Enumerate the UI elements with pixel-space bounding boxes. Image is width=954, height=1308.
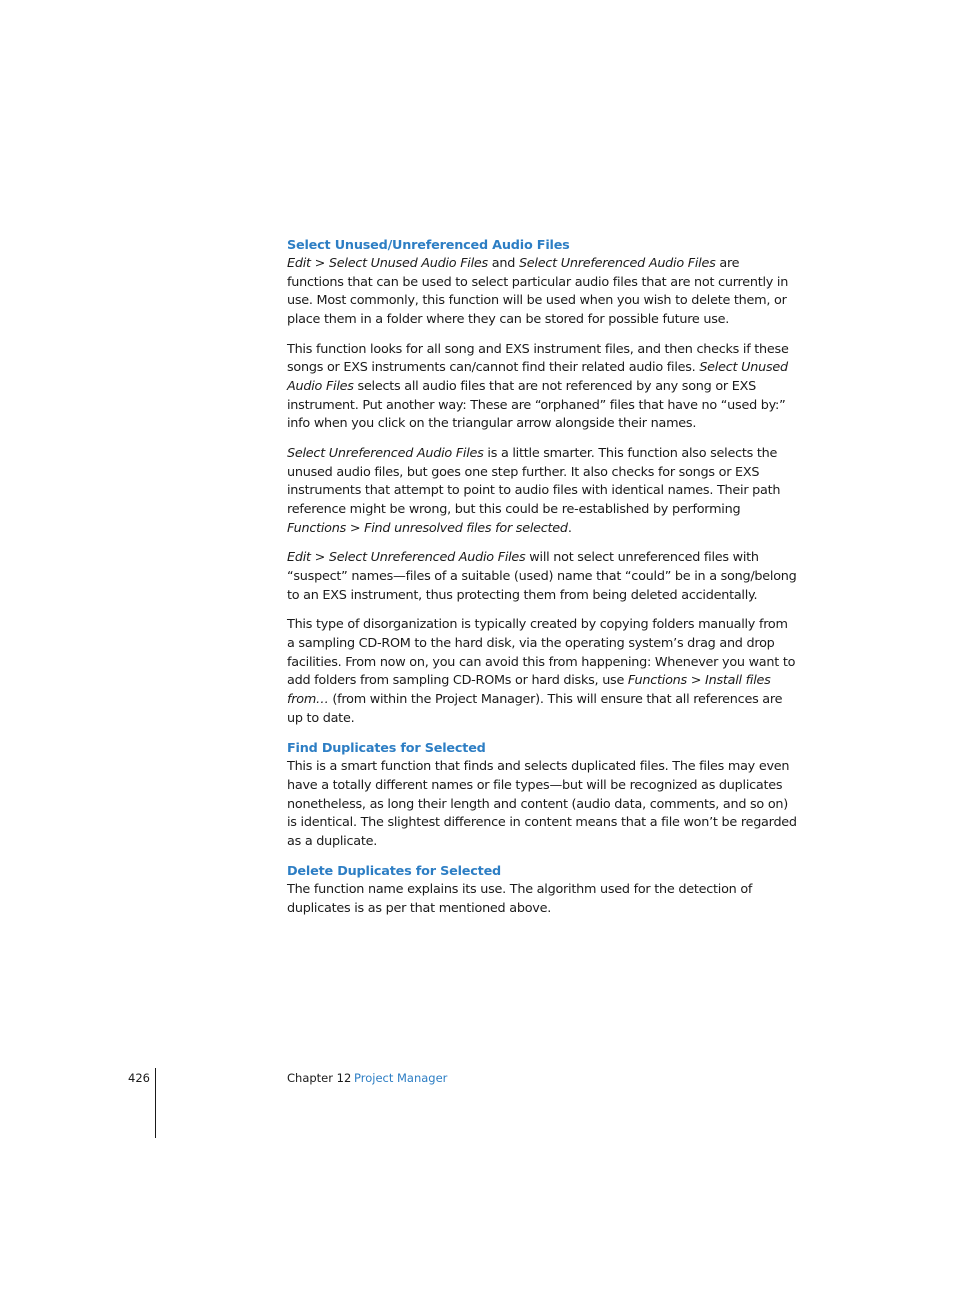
paragraph — [287, 341, 799, 435]
menu-command-text: Functions > Find unresolved files for selected — [287, 520, 568, 536]
page-footer — [0, 1070, 954, 1090]
menu-command-text: Edit > Select Unused Audio Files — [287, 256, 488, 271]
paragraph — [287, 255, 799, 330]
paragraph — [287, 549, 799, 605]
body-text: (from within the Project Manager). This will ensure that all references are up to date. — [287, 691, 783, 726]
page-content — [287, 236, 799, 930]
page-number: 426 — [128, 1071, 150, 1085]
section-heading: Delete Duplicates for Selected — [287, 864, 502, 880]
footer-divider — [155, 1068, 156, 1138]
body-text: selects all audio files that are not referenced by any song or EXS instrument. Put another way: These are “orphaned” files that have no “used by:” info when you click on the triangular arrow alongside their names. — [287, 379, 786, 432]
section-delete-duplicates — [287, 862, 799, 918]
section-heading: Select Unused/Unreferenced Audio Files — [287, 238, 570, 253]
body-text: The function name explains its use. The algorithm used for the detection of duplicates is as per that mentioned above. — [287, 882, 753, 917]
paragraph — [287, 445, 799, 539]
paragraph — [287, 881, 799, 918]
body-text: will not select unreferenced files with “suspect” names—files of a suitable (used) name that “could” be in a song/belong to an EXS instrument, thus protecting them from being deleted accidentally. — [287, 550, 797, 603]
body-text: are functions that can be used to select particular audio files that are not currently in use. Most commonly, this function will be used when you wish to delete them, or place them in a folder where they can be stored for possible future use. — [287, 256, 789, 328]
chapter-title: Project Manager — [354, 1071, 448, 1085]
paragraph — [287, 758, 799, 852]
menu-command-text: Functions > Install files from… — [287, 673, 771, 707]
paragraph — [287, 616, 799, 728]
menu-command-text: Edit > Select Unreferenced Audio Files — [287, 550, 526, 566]
body-text: and — [487, 256, 519, 271]
menu-command-text: Select Unreferenced Audio Files — [518, 256, 716, 271]
chapter-label: Chapter 12 — [287, 1071, 352, 1085]
body-text: . — [567, 520, 572, 536]
menu-command-text: Select Unreferenced Audio Files — [287, 445, 484, 461]
body-text: This is a smart function that finds and selects duplicated files. The files may even have a totally different names or file types—but will be recognized as duplicates nonetheless, as long their length and content (audio data, comments, and so on) is identical. The slightest difference in content means that a file won’t be regarded as a duplicate. — [287, 759, 797, 849]
section-select-unused-unreferenced — [287, 236, 799, 728]
section-find-duplicates — [287, 739, 799, 852]
section-heading: Find Duplicates for Selected — [287, 741, 486, 757]
menu-command-text: Select Unused Audio Files — [287, 360, 788, 395]
body-text: This function looks for all song and EXS instrument files, and then checks if these songs or EXS instruments can/cannot find their related audio files. — [287, 341, 789, 376]
body-text: This type of disorganization is typically created by copying folders manually from a sampling CD-ROM to the hard disk, via the operating system’s drag and drop facilities. From now on, you can avoid this from happening: Whenever you want to add folders from sampling CD-ROMs or hard disks, use — [287, 617, 796, 689]
body-text: is a little smarter. This function also selects the unused audio files, but goes one step further. It also checks for songs or EXS instruments that attempt to point to audio files with identical names. Their path reference might be wrong, but this could be re-established by performing — [287, 445, 781, 518]
